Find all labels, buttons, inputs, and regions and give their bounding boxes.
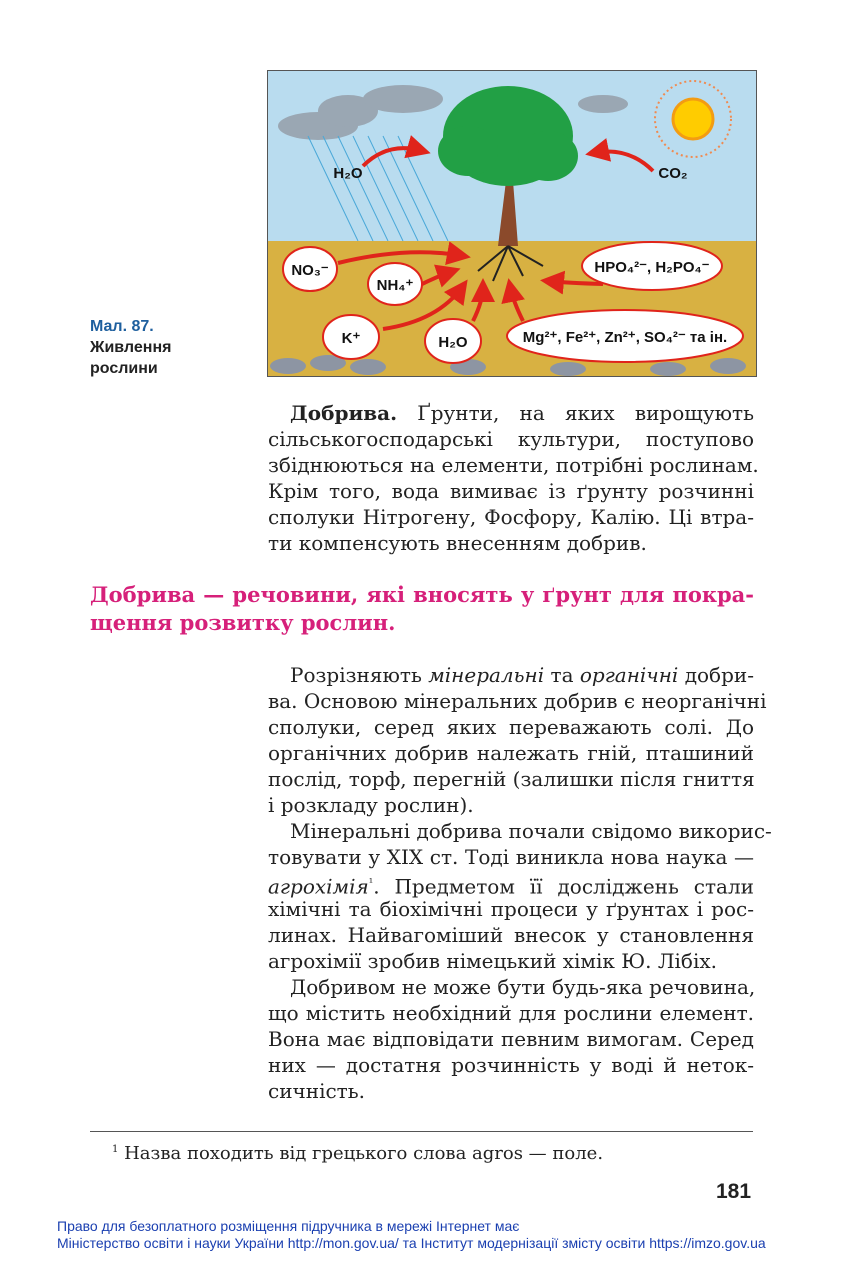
definition-line: щення розвитку рослин. xyxy=(90,610,396,635)
label-h2o-air: H₂O xyxy=(333,165,363,182)
text-span: Мінеральні добрива почали свідомо викорис- xyxy=(290,819,772,843)
text-line xyxy=(268,844,754,870)
label-nh4: NH₄⁺ xyxy=(376,277,414,294)
legal-line: Міністерство освіти і науки України http://mon.gov.ua/ та Інститут модернізації змісту освіти https://imzo.gov.ua xyxy=(57,1235,766,1251)
text-span: та xyxy=(544,663,580,687)
text-line xyxy=(268,662,754,688)
text-span: Добривом не може бути будь-яка речовина, xyxy=(290,975,756,999)
text-span: линах. Найвагоміший внесок у становлення xyxy=(268,923,754,947)
caption-number: Мал. 87. xyxy=(90,318,154,335)
text-span: сичність. xyxy=(268,1079,365,1103)
text-span: хімічні та біохімічні процеси у ґрунтах і рос- xyxy=(268,897,754,921)
plant-nutrition-figure xyxy=(267,70,757,377)
label-k: K⁺ xyxy=(341,330,361,347)
text-span: послід, торф, перегній (залишки після гниття xyxy=(268,767,755,791)
text-span: сполуки, серед яких переважають солі. До xyxy=(268,715,754,739)
text-line: збіднюються на елементи, потрібні рослинам. xyxy=(268,453,759,477)
text-span: ва. Основою мінеральних добрив є неорганічні xyxy=(268,689,767,713)
caption-text-2: рослини xyxy=(90,360,158,377)
text-line xyxy=(268,714,754,740)
paragraph-3 xyxy=(268,974,754,1104)
label-other-ions: Mg²⁺, Fe²⁺, Zn²⁺, SO₄²⁻ та ін. xyxy=(522,329,728,346)
text-span: добри- xyxy=(678,663,754,687)
footnote-divider xyxy=(90,1131,753,1132)
text-line xyxy=(268,818,772,844)
text-line xyxy=(268,922,754,948)
text-span: Ґрунти, на яких вирощують xyxy=(397,401,754,425)
text-span: органічні xyxy=(579,663,679,687)
intro-heading: Добрива. xyxy=(290,401,398,425)
label-no3: NO₃⁻ xyxy=(291,262,329,279)
text-line: сполуки Нітрогену, Фосфору, Калію. Ці втра- xyxy=(268,505,754,529)
text-span: органічних добрив належать гній, пташиний xyxy=(268,741,754,765)
footnote-mark: 1 xyxy=(112,1144,119,1155)
text-line xyxy=(268,870,754,899)
legal-notice xyxy=(57,1218,766,1252)
text-line xyxy=(268,974,754,1000)
text-line: Крім того, вода вимиває із ґрунту розчинні xyxy=(268,479,754,503)
text-line xyxy=(268,948,754,974)
text-span: мінеральні xyxy=(428,663,545,687)
paragraph-1 xyxy=(268,662,767,818)
text-span: агрохімії зробив німецький хімік Ю. Лібіх. xyxy=(268,949,717,973)
text-span: товувати у XIX ст. Тоді виникла нова наука — xyxy=(268,845,754,869)
text-span: агрохімія xyxy=(268,874,369,899)
label-phosphates: HPO₄²⁻, H₂PO₄⁻ xyxy=(594,259,710,276)
text-span: Вона має відповідати певним вимогам. Серед xyxy=(268,1027,754,1051)
legal-line: Право для безоплатного розміщення підручника в мережі Інтернет має xyxy=(57,1218,520,1234)
label-h2o-soil: H₂O xyxy=(438,334,468,351)
footnote-ref: ¹ xyxy=(368,876,374,889)
text-line xyxy=(268,400,754,426)
page-number: 181 xyxy=(716,1180,752,1203)
label-co2: CO₂ xyxy=(658,165,688,182)
text-span: них — достатня розчинність у воді й неток- xyxy=(268,1053,754,1077)
footnote-text: Назва походить від грецького слова agros — поле. xyxy=(124,1143,604,1164)
text-line xyxy=(268,1078,754,1104)
text-line xyxy=(268,1052,754,1078)
caption-text-1: Живлення xyxy=(90,339,172,356)
text-line: ти компенсують внесенням добрив. xyxy=(268,531,647,555)
text-line xyxy=(268,766,754,792)
text-line xyxy=(268,1000,754,1026)
definition xyxy=(90,581,754,637)
text-line xyxy=(268,896,754,922)
text-line xyxy=(268,688,767,714)
text-line xyxy=(268,1026,754,1052)
text-line xyxy=(268,792,754,818)
text-span: Розрізняють xyxy=(290,663,429,687)
intro-paragraph xyxy=(268,400,759,556)
definition-line: Добрива — речовини, які вносять у ґрунт для покра- xyxy=(90,582,754,607)
text-span: що містить необхідний для рослини елемент. xyxy=(268,1001,754,1025)
footnote xyxy=(112,1143,603,1164)
text-span: і розкладу рослин). xyxy=(268,793,474,817)
figure-caption xyxy=(90,316,171,379)
text-line: сільськогосподарські культури, поступово xyxy=(268,427,754,451)
paragraph-2 xyxy=(268,818,772,974)
text-line xyxy=(268,740,754,766)
text-span: . Предметом її досліджень стали xyxy=(373,874,754,899)
